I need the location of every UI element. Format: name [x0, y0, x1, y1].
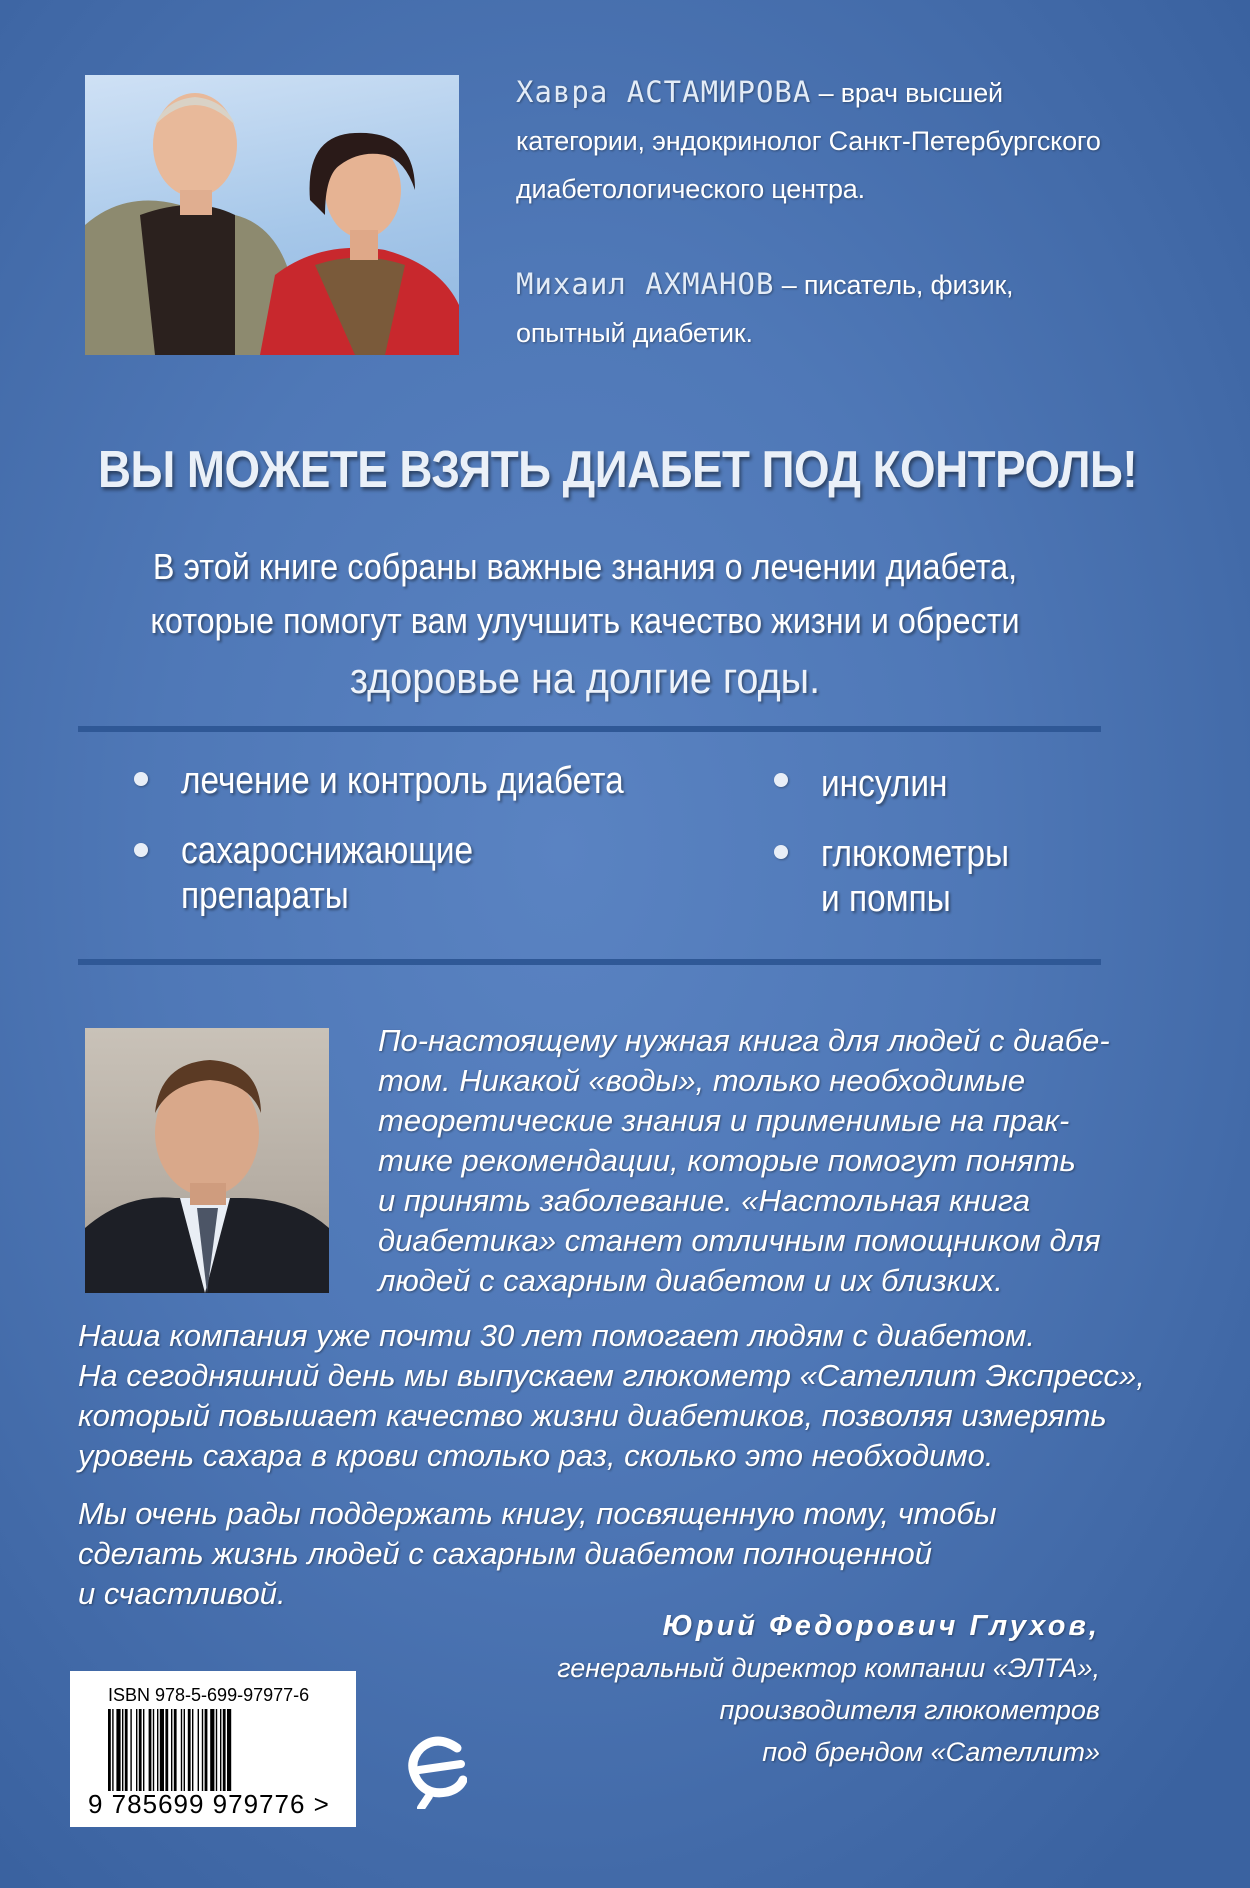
barcode-bar [116, 1709, 120, 1791]
divider-bottom [78, 959, 1101, 965]
barcode-bar [125, 1709, 128, 1791]
barcode-bar [136, 1709, 137, 1791]
testimonial-line: и счастливой. [78, 1576, 286, 1611]
topic-line: препараты [181, 875, 349, 917]
bullet-dot [134, 843, 148, 857]
bullet-dot [774, 773, 788, 787]
testimonial-line: На сегодняшний день мы выпускаем глюкометр «Сателлит Экспресс», [78, 1358, 1145, 1393]
barcode-bar [149, 1709, 152, 1791]
barcode-bar [198, 1709, 199, 1791]
testimonial-line: Наша компания уже почти 30 лет помогает людям с диабетом. [78, 1318, 1035, 1353]
topic-item [181, 829, 473, 919]
barcode-bar [220, 1709, 221, 1791]
intro-line: В этой книге собраны важные знания о лечении диабета, [152, 546, 1018, 587]
barcode-bar [153, 1709, 154, 1791]
barcode-bar [160, 1709, 164, 1791]
topic-item [821, 762, 948, 807]
barcode-bar [108, 1709, 111, 1791]
testimonial-line: уровень сахара в крови столько раз, сколько это необходимо. [78, 1438, 994, 1473]
barcode-bar [184, 1709, 185, 1791]
author-bio-akhmanov [516, 260, 1216, 357]
signature [557, 1605, 1100, 1773]
authors-photo-image [85, 75, 459, 355]
barcode-bar [216, 1709, 217, 1791]
intro-line: которые помогут вам улучшить качество жизни и обрести [150, 600, 1020, 641]
topic-line: инсулин [821, 763, 948, 805]
isbn-barcode-box [70, 1671, 356, 1827]
publisher-logo-icon [407, 1734, 467, 1809]
barcode-bar [139, 1709, 142, 1791]
expert-photo-image [85, 1028, 329, 1293]
intro-emphasis: здоровье на долгие годы. [349, 654, 821, 703]
barcode-bar [174, 1709, 177, 1791]
topic-line: глюкометры [821, 833, 1010, 875]
barcode-bar [122, 1709, 123, 1791]
testimonial-line: том. Никакой «воды», только необходимые [378, 1063, 1026, 1098]
barcode-bar [188, 1709, 191, 1791]
testimonial-line: Мы очень рады поддержать книгу, посвященную тому, чтобы [78, 1496, 997, 1531]
topic-line: и помпы [821, 878, 951, 920]
signature-title-line: генеральный директор компании «ЭЛТА», [557, 1653, 1100, 1683]
barcode-bar [227, 1709, 231, 1791]
bullet-dot [134, 772, 148, 786]
author-description-line: категории, эндокринолог Санкт-Петербургского [516, 126, 1101, 156]
signature-title-line: производителя глюкометров [719, 1695, 1100, 1725]
barcode-bar [223, 1709, 226, 1791]
testimonial-line: теоретические знания и применимые на прак- [378, 1103, 1070, 1138]
intro-text [60, 540, 1110, 710]
author-description-line: опытный диабетик. [516, 318, 753, 348]
authors-photo [85, 75, 459, 355]
isbn-digits: 9 785699 979776 > [88, 1789, 330, 1819]
barcode-bar [171, 1709, 172, 1791]
barcode-bar [130, 1709, 131, 1791]
signature-title-line: под брендом «Сателлит» [762, 1737, 1100, 1767]
author-description-line: – врач высшей [811, 78, 1003, 108]
headline: ВЫ МОЖЕТЕ ВЗЯТЬ ДИАБЕТ ПОД КОНТРОЛЬ! [97, 441, 1138, 499]
barcode-bar [210, 1709, 214, 1791]
testimonial-line: диабетика» станет отличным помощником для [378, 1223, 1101, 1258]
author-description-line: – писатель, физик, [774, 270, 1014, 300]
barcode-bar [181, 1709, 182, 1791]
bullet-dot [774, 845, 788, 859]
barcode-bar [143, 1709, 144, 1791]
testimonial-paragraph-3 [78, 1494, 1118, 1614]
barcode-bar [192, 1709, 193, 1791]
author-bio-astamirova [516, 68, 1216, 213]
topic-line: лечение и контроль диабета [181, 760, 624, 802]
testimonial-paragraph-2 [78, 1316, 1145, 1476]
signature-name: Юрий Федорович Глухов, [662, 1610, 1100, 1642]
author-description-line: диабетологического центра. [516, 174, 865, 204]
testimonial-line: который повышает качество жизни диабетиков, позволяя измерять [78, 1398, 1107, 1433]
author-name: Хавра АСТАМИРОВА [516, 75, 812, 109]
divider-top [78, 726, 1101, 732]
barcode-bar [157, 1709, 158, 1791]
testimonial-paragraph-1 [378, 1021, 1118, 1301]
testimonial-line: По-настоящему нужная книга для людей с диабе- [378, 1023, 1110, 1058]
testimonial-line: сделать жизнь людей с сахарным диабетом полноценной [78, 1536, 932, 1571]
testimonial-line: людей с сахарным диабетом и их близких. [378, 1263, 1003, 1298]
barcode-bar [165, 1709, 168, 1791]
topic-item [181, 759, 624, 804]
barcode-bar [112, 1709, 113, 1791]
barcode-bar [202, 1709, 203, 1791]
barcode-bars [108, 1709, 323, 1791]
topic-item [821, 832, 1009, 922]
author-name: Михаил АХМАНОВ [516, 267, 775, 301]
topic-line: сахароснижающие [181, 830, 474, 872]
isbn-label: ISBN 978-5-699-97977-6 [108, 1685, 310, 1705]
expert-photo [85, 1028, 329, 1293]
barcode-bar [205, 1709, 208, 1791]
testimonial-line: тике рекомендации, которые помогут понять [378, 1143, 1076, 1178]
testimonial-line: и принять заболевание. «Настольная книга [378, 1183, 1031, 1218]
